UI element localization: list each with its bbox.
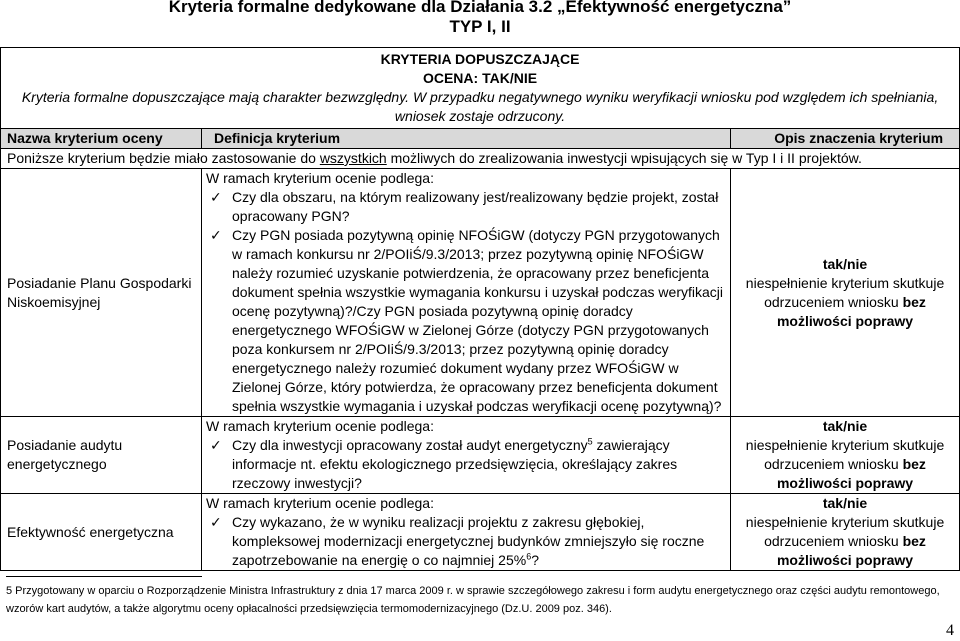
opis-line: niespełnienie kryterium skutkuje xyxy=(745,274,945,291)
opis-line: odrzuceniem wniosku xyxy=(764,293,903,310)
section-header xyxy=(1,48,960,129)
section-title: KRYTERIA DOPUSZCZAJĄCE xyxy=(380,51,580,67)
opis-yes-no: tak/nie xyxy=(822,255,868,272)
opis-line: niespełnienie kryterium skutkuje xyxy=(745,437,945,453)
opis-line: odrzuceniem wniosku xyxy=(764,456,903,472)
scope-text-before: Poniższe kryterium będzie miało zastosowanie do xyxy=(7,150,320,166)
opis-bold: bez xyxy=(902,533,926,549)
table-row xyxy=(1,169,960,417)
criterion-definition xyxy=(202,169,731,417)
opis-bold: możliwości poprawy xyxy=(776,475,914,491)
scope-text-underlined: wszystkich xyxy=(319,150,387,166)
column-header-name: Nazwa kryterium oceny xyxy=(1,129,202,149)
checkmark-icon: ✓ xyxy=(210,437,222,453)
criterion-description xyxy=(731,169,960,417)
scope-text-after: możliwych do zrealizowania inwestycji wpisujących się w Typ I i II projektów. xyxy=(386,150,862,166)
opis-line: niespełnienie kryterium skutkuje xyxy=(745,514,945,530)
check-item xyxy=(206,513,730,570)
criterion-description xyxy=(731,494,960,571)
checkmark-icon: ✓ xyxy=(210,189,222,205)
document-title: Kryteria formalne dedykowane dla Działania 3.2 „Efektywność energetyczna” xyxy=(168,0,792,16)
check-text: Czy dla obszaru, na którym realizowany jest/realizowany będzie projekt, został opracowany PGN? xyxy=(232,189,719,224)
checkmark-icon: ✓ xyxy=(210,514,222,530)
opis-yes-no: tak/nie xyxy=(822,418,868,434)
definition-intro: W ramach kryterium ocenie podlega: xyxy=(206,170,434,186)
footnote xyxy=(6,582,956,618)
criterion-definition xyxy=(202,417,731,494)
opis-bold: bez xyxy=(902,293,926,310)
document-subtitle: TYP I, II xyxy=(449,17,511,36)
section-score: OCENA: TAK/NIE xyxy=(422,70,538,86)
opis-bold: możliwości poprawy xyxy=(776,312,914,329)
criterion-name: Efektywność energetyczna xyxy=(1,494,202,571)
footnote-text: Przygotowany w oparciu o Rozporządzenie Ministra Infrastruktury z dnia 17 marca 2009 r. w sprawie szczegółowego zakresu i form audytu energetycznego oraz części audytu remontowego, wzorów kart audytów, a także algorytmu oceny opłacalności przedsięwzięcia termomodernizacyjnego (Dz.U. 2009 poz. 346). xyxy=(6,585,940,615)
opis-bold: bez xyxy=(902,456,926,472)
footnote-ref: 6 xyxy=(526,551,532,562)
table-row xyxy=(1,417,960,494)
column-header-description: Opis znaczenia kryterium xyxy=(731,129,960,149)
criteria-table xyxy=(0,47,960,571)
opis-line: odrzuceniem wniosku xyxy=(764,533,903,549)
criterion-name: Posiadanie audytu energetycznego xyxy=(1,417,202,494)
check-item xyxy=(206,188,730,226)
opis-yes-no: tak/nie xyxy=(822,495,868,511)
page-number: 4 xyxy=(946,622,954,639)
definition-intro: W ramach kryterium ocenie podlega: xyxy=(206,418,434,434)
check-text: Czy PGN posiada pozytywną opinię NFOŚiGW (dotyczy PGN przygotowanych w ramach konkursu nr 2/POIiŚ/9.3/2013; przez pozytywną opinię NFOŚiGW należy rozumieć uzyskanie potwierdzenia, że opracowany przez beneficjenta dokument spełnia wszystkie wymagania konkursu i uzyskał podczas weryfikacji ocenę pozytywną)?/Czy PGN posiada pozytywną opinię doradcy energetycznego WFOŚiGW w Zielonej Górze (dotyczy PGN przygotowanych poza konkursem nr 2/POIiŚ/9.3/2013; przez pozytywną opinię doradcy energetycznego należy rozumieć dokument wydany przez WFOŚiGW w Zielonej Górze, który potwierdza, że opracowany przez beneficjenta dokument spełnia wszystkie wymagania i uzyskał podczas weryfikacji ocenę pozytywną)? xyxy=(232,227,723,414)
section-note: Kryteria formalne dopuszczające mają charakter bezwzględny. W przypadku negatywnego wyniku weryfikacji wniosku pod względem ich spełniania, wniosek zostaje odrzucony. xyxy=(21,89,939,124)
check-item xyxy=(206,226,730,416)
criterion-definition xyxy=(202,494,731,571)
footnote-ref: 5 xyxy=(587,436,593,447)
column-header-definition: Definicja kryterium xyxy=(202,129,731,149)
checkmark-icon: ✓ xyxy=(210,227,222,243)
opis-bold: możliwości poprawy xyxy=(776,552,914,568)
check-text: Czy wykazano, że w wyniku realizacji projektu z zakresu głębokiej, kompleksowej modernizacji energetycznej budynków zmniejszyło się roczne zapotrzebowanie na energię o co najmniej 25% xyxy=(232,514,705,568)
criterion-name: Posiadanie Planu Gospodarki Niskoemisyjnej xyxy=(1,169,202,417)
check-item xyxy=(206,436,730,493)
check-text: Czy dla inwestycji opracowany został audyt energetyczny xyxy=(232,437,588,453)
footnote-number: 5 xyxy=(6,585,13,597)
definition-intro: W ramach kryterium ocenie podlega: xyxy=(206,495,434,511)
criterion-description xyxy=(731,417,960,494)
table-row xyxy=(1,494,960,571)
scope-row xyxy=(1,149,960,169)
footnote-separator xyxy=(6,576,202,577)
check-text: ? xyxy=(531,552,540,568)
check-text: zawierający informacje nt. efektu ekologicznego przedsięwzięcia, określający zakres rzeczowy inwestycji? xyxy=(232,437,678,491)
